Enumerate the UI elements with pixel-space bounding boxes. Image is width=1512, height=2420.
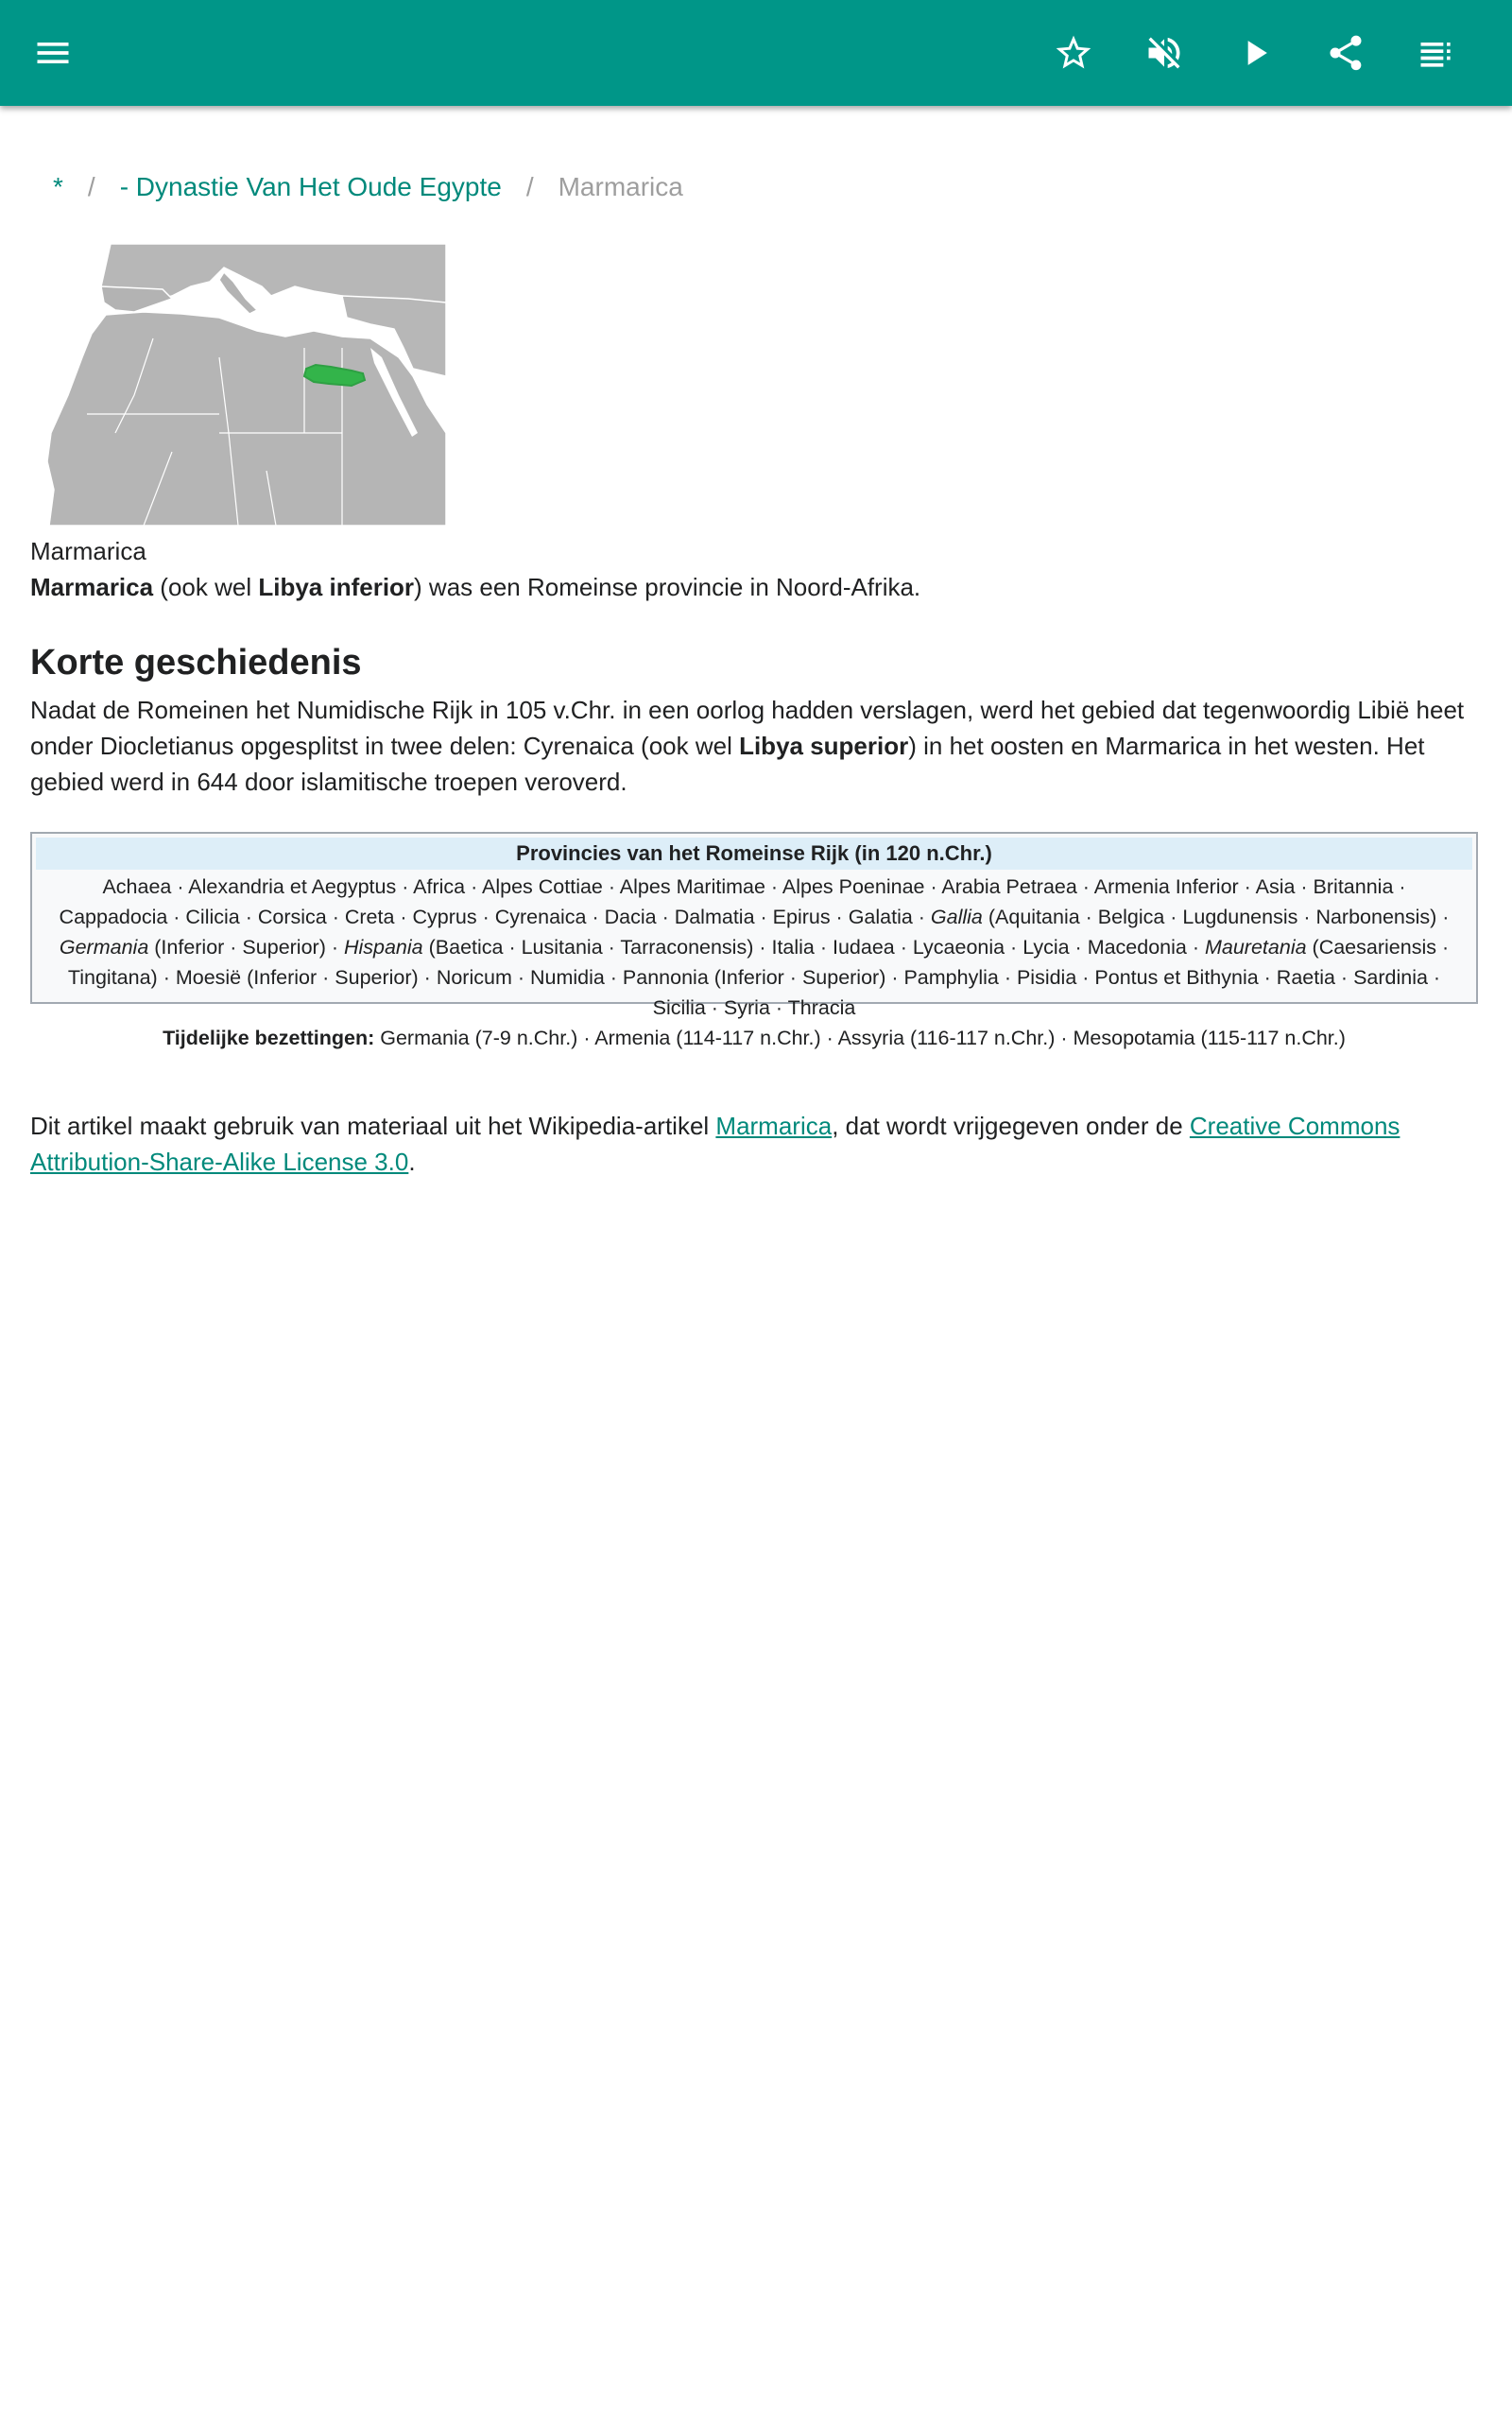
menu-button[interactable]: [23, 23, 83, 83]
intro-paragraph: [30, 573, 1482, 602]
navbox-text: Cappadocia · Cilicia · Corsica · Creta · Cyprus · Cyrenaica · Dacia · Dalmatia · Epirus · Galatia ·: [59, 906, 931, 928]
navbox-title: Provincies van het Romeinse Rijk (in 120 n.Chr.): [36, 838, 1472, 870]
navbox-line: [40, 902, 1469, 932]
history-bold: Libya superior: [739, 732, 909, 760]
menu-icon: [32, 32, 74, 74]
license-text: .: [408, 1148, 416, 1176]
locator-map[interactable]: [30, 244, 446, 526]
navbox-body: [32, 870, 1476, 1053]
navbox-gallia: Gallia: [930, 906, 983, 928]
navbox-line: Achaea · Alexandria et Aegyptus · Africa · Alpes Cottiae · Alpes Maritimae · Alpes Poeninae · Arabia Petraea · Armenia Inferior · Asia · Britannia ·: [102, 875, 1406, 898]
contents-button[interactable]: [1406, 23, 1467, 83]
history-text-1: Nadat de Romeinen het Numidische Rijk in 105 v.Chr. in een oorlog hadden verslagen, werd het gebied dat tegenwoordig Libië heet onder Diocletianus opgesplitst in twee delen: Cyrenaica (ook wel: [30, 696, 1465, 760]
navbox-text: (Baetica · Lusitania · Tarraconensis) · Italia · Iudaea · Lycaeonia · Lycia · Macedonia ·: [422, 936, 1205, 959]
navbox-mauretania: Mauretania: [1204, 936, 1307, 959]
breadcrumb-parent-link[interactable]: - Dynastie Van Het Oude Egypte: [119, 172, 502, 201]
navbox-hispania: Hispania: [343, 936, 423, 959]
app-bar: [0, 0, 1512, 106]
playlist-icon: [1416, 32, 1457, 74]
volume-off-icon: [1143, 32, 1185, 74]
play-button[interactable]: [1225, 23, 1285, 83]
history-text-2: ) in het oosten en Marmarica in het westen. Het gebied werd in 644 door islamitische troepen veroverd.: [30, 732, 1425, 796]
occupations-label: Tijdelijke bezettingen:: [163, 1027, 375, 1049]
breadcrumb-separator: /: [525, 172, 534, 201]
breadcrumb-current: Marmarica: [558, 172, 683, 201]
star-outline-icon: [1053, 32, 1094, 74]
navbox-occupations: [40, 1023, 1469, 1053]
breadcrumb: [53, 172, 683, 202]
mute-button[interactable]: [1134, 23, 1194, 83]
license-text: , dat wordt vrijgegeven onder de: [832, 1112, 1190, 1140]
occupations-text: Germania (7-9 n.Chr.) · Armenia (114-117 n.Chr.) · Assyria (116-117 n.Chr.) · Mesopotamia (115-117 n.Chr.): [374, 1027, 1346, 1049]
provinces-navbox: [30, 832, 1478, 1049]
navbox-line: Sicilia · Syria · Thracia: [652, 996, 856, 1019]
navbox-text: (Aquitania · Belgica · Lugdunensis · Narbonensis) ·: [982, 906, 1450, 928]
wikipedia-article-link[interactable]: Marmarica: [715, 1112, 833, 1140]
license-notice: [30, 1108, 1482, 1180]
section-heading: Korte geschiedenis: [30, 643, 362, 683]
intro-alias: Libya inferior: [258, 573, 415, 601]
figure-caption: Marmarica: [30, 537, 146, 565]
navbox-text: (Caesariensis ·: [1306, 936, 1450, 959]
navbox-line: Tingitana) · Moesië (Inferior · Superior) · Noricum · Numidia · Pannonia (Inferior · Superior) · Pamphylia · Pisidia · Pontus et Bithynia · Raetia · Sardinia ·: [67, 966, 1441, 989]
intro-text-1: (ook wel: [153, 573, 259, 601]
navbox-line: [40, 932, 1469, 962]
license-link[interactable]: Creative Commons Attribution-Share-Alike License 3.0: [30, 1112, 1400, 1176]
navbox-germania: Germania: [59, 936, 149, 959]
breadcrumb-separator: /: [87, 172, 95, 201]
breadcrumb-home-link[interactable]: *: [53, 172, 63, 201]
history-paragraph: [30, 692, 1482, 800]
share-button[interactable]: [1315, 23, 1376, 83]
intro-term: Marmarica: [30, 573, 154, 601]
share-icon: [1325, 32, 1366, 74]
license-text: Dit artikel maakt gebruik van materiaal uit het Wikipedia-artikel: [30, 1112, 716, 1140]
play-icon: [1234, 32, 1276, 74]
favorite-button[interactable]: [1043, 23, 1104, 83]
intro-text-2: ) was een Romeinse provincie in Noord-Afrika.: [414, 573, 921, 601]
navbox-text: (Inferior · Superior) ·: [148, 936, 344, 959]
